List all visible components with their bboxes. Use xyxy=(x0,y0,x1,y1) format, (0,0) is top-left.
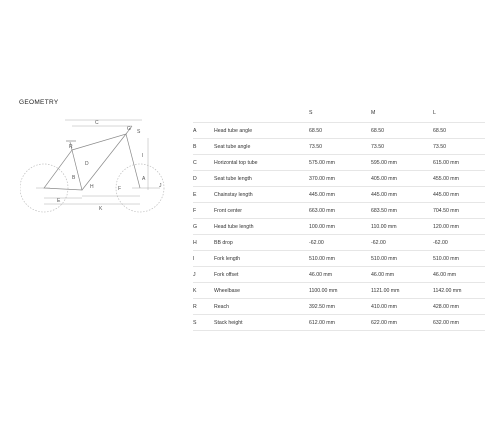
value-s: 575.00 mm xyxy=(309,155,371,171)
value-l: 455.00 mm xyxy=(433,171,485,187)
row-key: S xyxy=(193,315,214,331)
diagram-label-e: E xyxy=(57,198,61,204)
value-l: 68.50 xyxy=(433,123,485,139)
value-m: 410.00 mm xyxy=(371,299,433,315)
table-row xyxy=(193,219,485,235)
row-key: R xyxy=(193,299,214,315)
row-key: H xyxy=(193,235,214,251)
diagram-label-b: B xyxy=(72,175,76,181)
value-m: 445.00 mm xyxy=(371,187,433,203)
value-s: 1100.00 mm xyxy=(309,283,371,299)
value-m: 683.50 mm xyxy=(371,203,433,219)
diagram-label-s: S xyxy=(137,129,141,135)
row-key: A xyxy=(193,123,214,139)
row-key: I xyxy=(193,251,214,267)
value-m: 68.50 xyxy=(371,123,433,139)
value-l: 428.00 mm xyxy=(433,299,485,315)
diagram-label-f: F xyxy=(118,186,122,192)
value-m: 595.00 mm xyxy=(371,155,433,171)
row-name: Head tube length xyxy=(214,219,309,235)
diagram-label-r: R xyxy=(69,144,73,150)
value-l: 704.50 mm xyxy=(433,203,485,219)
diagram-label-k: K xyxy=(99,206,103,212)
row-key: G xyxy=(193,219,214,235)
row-name: Horizontal top tube xyxy=(214,155,309,171)
row-name: Wheelbase xyxy=(214,283,309,299)
table-row xyxy=(193,267,485,283)
value-s: 100.00 mm xyxy=(309,219,371,235)
table-row xyxy=(193,315,485,331)
value-l: 510.00 mm xyxy=(433,251,485,267)
table-row xyxy=(193,139,485,155)
row-key: C xyxy=(193,155,214,171)
value-s: 46.00 mm xyxy=(309,267,371,283)
table-row xyxy=(193,299,485,315)
value-s: 370.00 mm xyxy=(309,171,371,187)
row-name: Front center xyxy=(214,203,309,219)
diagram-label-h: H xyxy=(90,184,94,190)
row-key: D xyxy=(193,171,214,187)
table-row xyxy=(193,235,485,251)
value-l: 445.00 mm xyxy=(433,187,485,203)
row-key: B xyxy=(193,139,214,155)
value-s: 663.00 mm xyxy=(309,203,371,219)
diagram-label-c: C xyxy=(95,120,99,126)
row-name: BB drop xyxy=(214,235,309,251)
geometry-title: GEOMETRY xyxy=(19,99,59,106)
value-m: 110.00 mm xyxy=(371,219,433,235)
table-row xyxy=(193,251,485,267)
diagram-label-i: I xyxy=(142,153,144,159)
value-l: 615.00 mm xyxy=(433,155,485,171)
header-key xyxy=(193,104,214,123)
value-s: 445.00 mm xyxy=(309,187,371,203)
table-row xyxy=(193,203,485,219)
diagram-label-g: G xyxy=(127,126,131,132)
row-key: F xyxy=(193,203,214,219)
value-m: 405.00 mm xyxy=(371,171,433,187)
diagram-label-j: J xyxy=(159,183,162,189)
row-key: K xyxy=(193,283,214,299)
table-row xyxy=(193,187,485,203)
value-l: 46.00 mm xyxy=(433,267,485,283)
size-header-m: M xyxy=(371,110,376,116)
value-s: -62.00 xyxy=(309,235,371,251)
table-header-row xyxy=(193,104,485,123)
bike-geometry-diagram xyxy=(20,108,170,218)
table-row xyxy=(193,283,485,299)
row-name: Reach xyxy=(214,299,309,315)
row-name: Head tube angle xyxy=(214,123,309,139)
row-name: Seat tube angle xyxy=(214,139,309,155)
row-name: Chainstay length xyxy=(214,187,309,203)
geometry-table xyxy=(193,104,485,331)
value-s: 68.50 xyxy=(309,123,371,139)
table-row xyxy=(193,171,485,187)
row-name: Fork length xyxy=(214,251,309,267)
diagram-label-d: D xyxy=(85,161,89,167)
value-m: 510.00 mm xyxy=(371,251,433,267)
value-m: 73.50 xyxy=(371,139,433,155)
value-l: 632.00 mm xyxy=(433,315,485,331)
row-name: Seat tube length xyxy=(214,171,309,187)
value-s: 612.00 mm xyxy=(309,315,371,331)
head-tube-fork xyxy=(126,126,140,188)
size-header-s: S xyxy=(309,110,313,116)
row-key: J xyxy=(193,267,214,283)
value-m: 1121.00 mm xyxy=(371,283,433,299)
table-row xyxy=(193,123,485,139)
value-s: 392.50 mm xyxy=(309,299,371,315)
row-name: Stack height xyxy=(214,315,309,331)
value-m: -62.00 xyxy=(371,235,433,251)
value-l: 1142.00 mm xyxy=(433,283,485,299)
table-row xyxy=(193,155,485,171)
value-l: -62.00 xyxy=(433,235,485,251)
value-l: 73.50 xyxy=(433,139,485,155)
value-m: 622.00 mm xyxy=(371,315,433,331)
value-l: 120.00 mm xyxy=(433,219,485,235)
header-name xyxy=(214,104,309,123)
row-name: Fork offset xyxy=(214,267,309,283)
size-header-l: L xyxy=(433,110,436,116)
value-s: 73.50 xyxy=(309,139,371,155)
diagram-label-a: A xyxy=(142,176,146,182)
value-m: 46.00 mm xyxy=(371,267,433,283)
row-key: E xyxy=(193,187,214,203)
value-s: 510.00 mm xyxy=(309,251,371,267)
rear-triangle xyxy=(44,150,82,190)
